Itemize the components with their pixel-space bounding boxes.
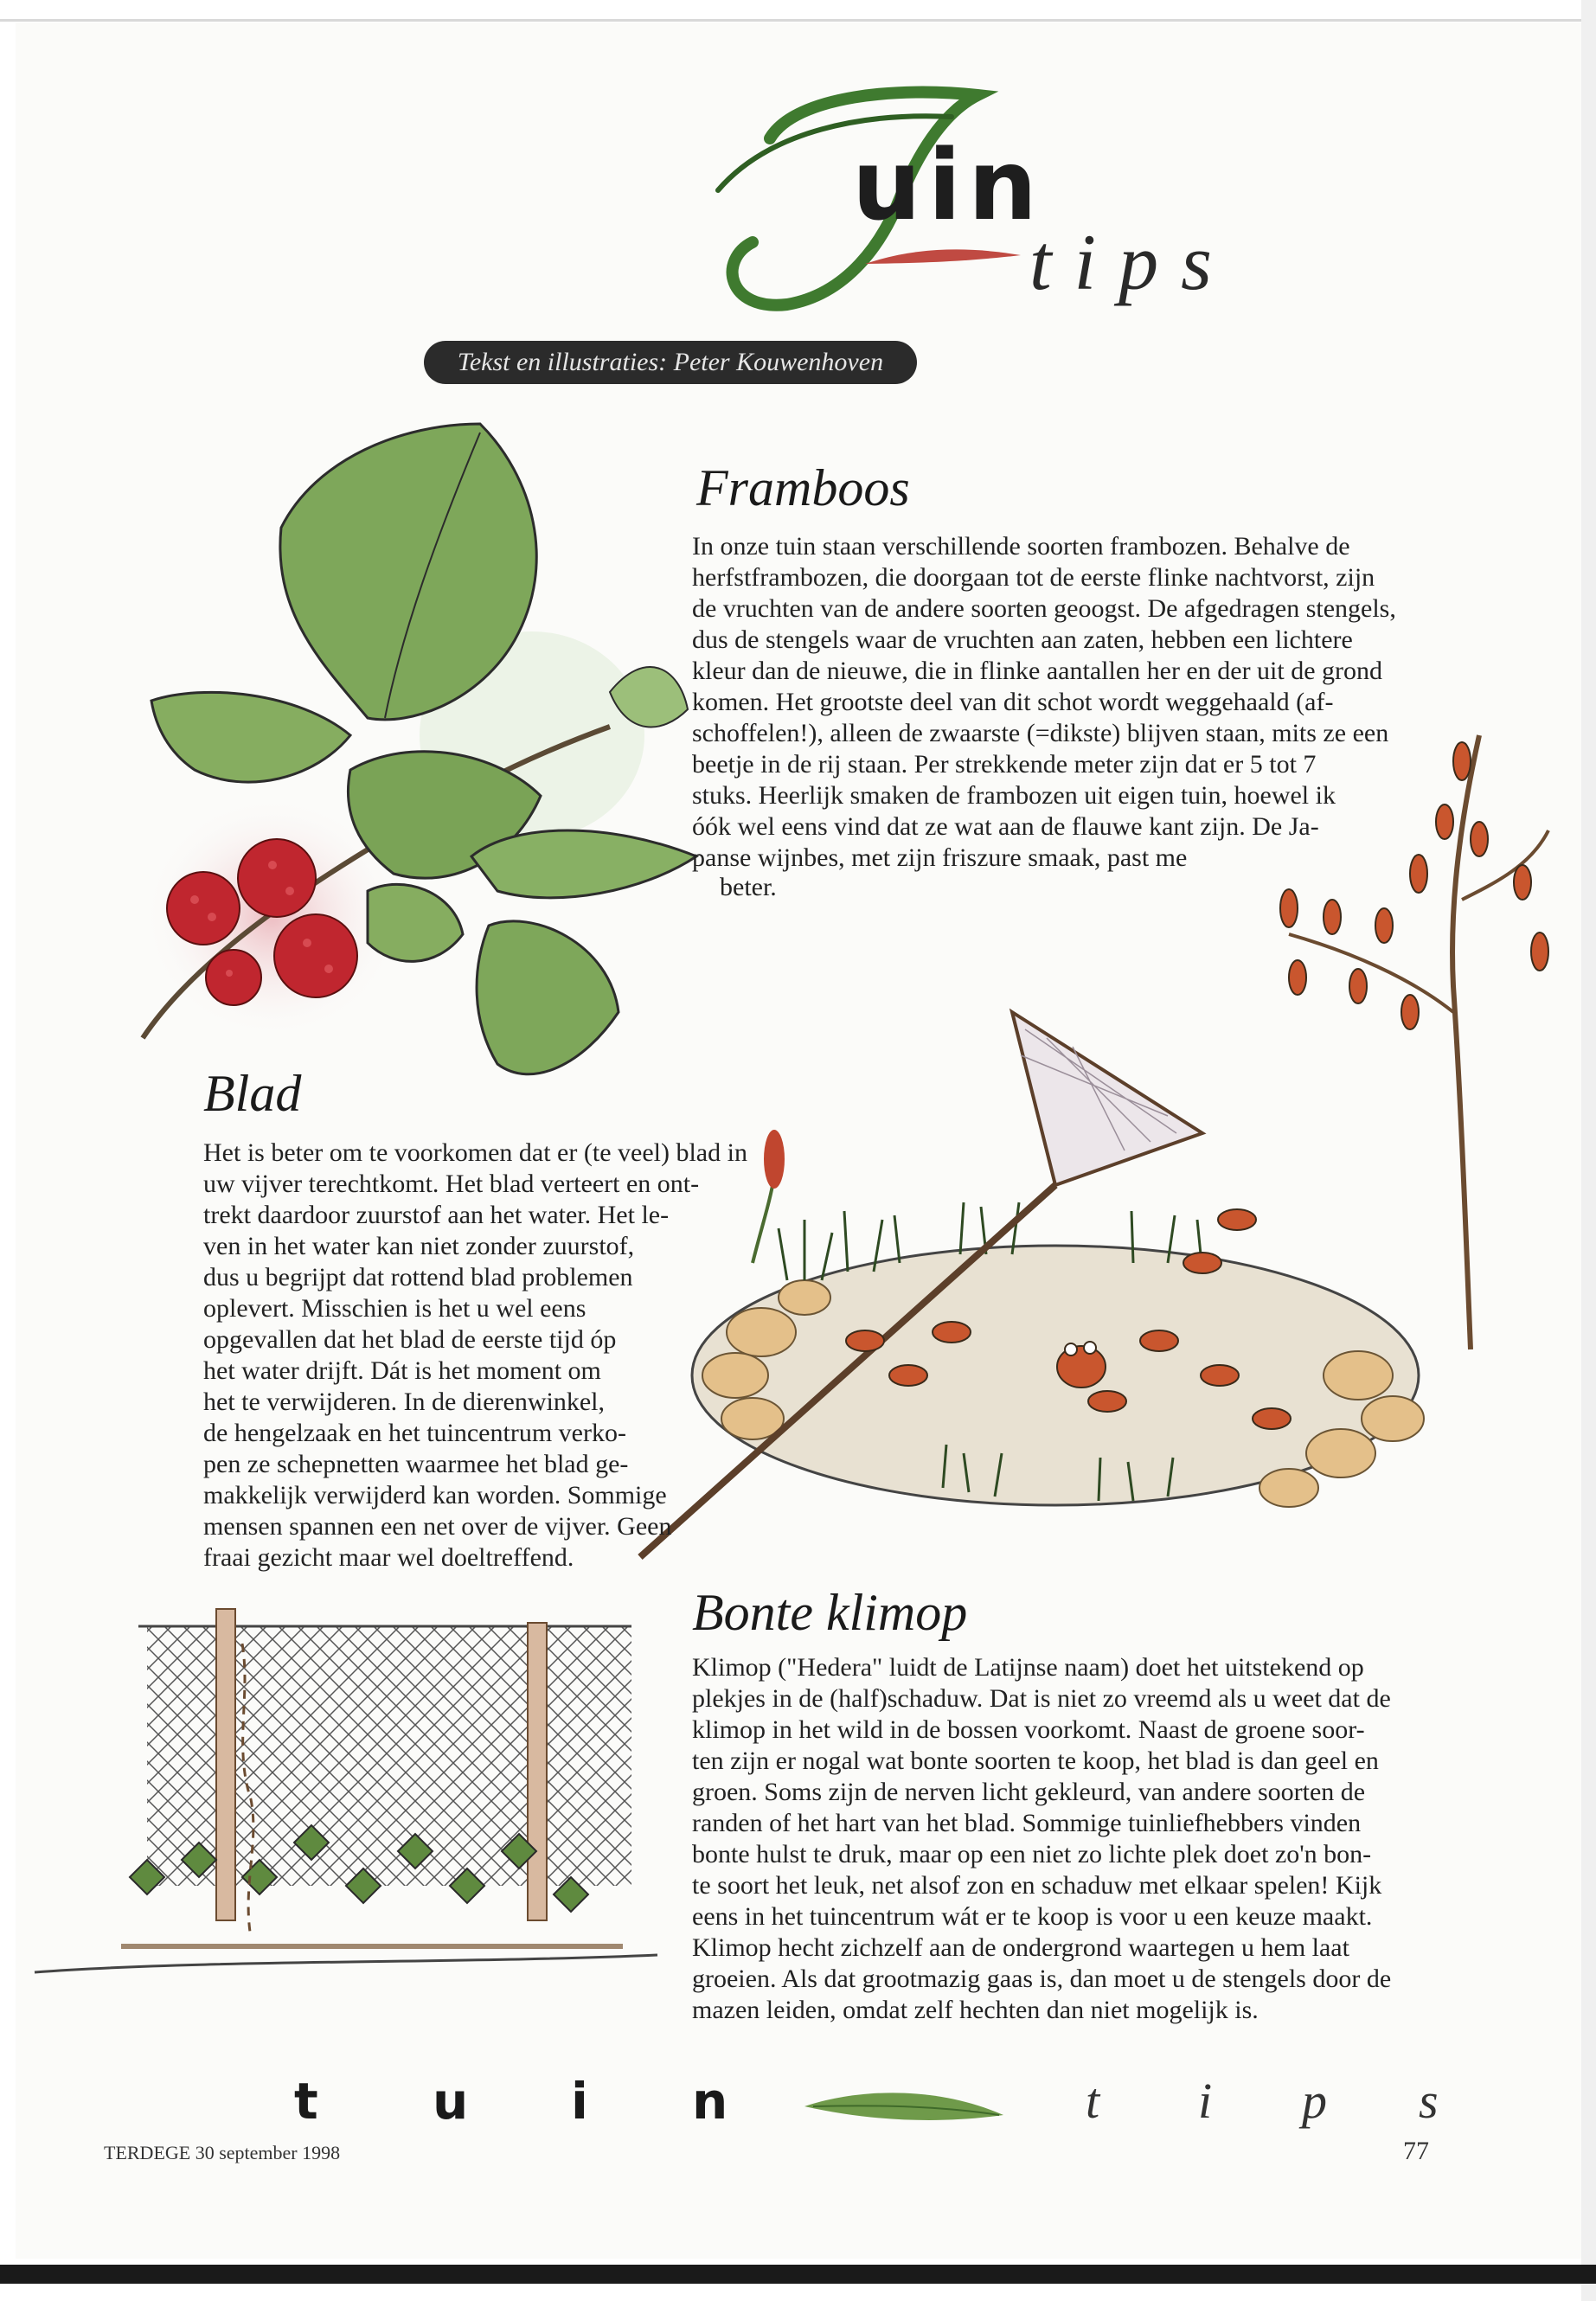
footer-letter-s-italic: s <box>1419 2073 1439 2129</box>
blad-line: oplevert. Misschien is het u wel eens <box>203 1294 586 1323</box>
blad-line: opgevallen dat het blad de eerste tijd óp <box>203 1325 617 1354</box>
klimop-title: Bonte klimop <box>692 1584 968 1641</box>
logo-t-letter: T <box>813 287 818 297</box>
logo-tips: tips <box>1029 218 1234 306</box>
framboos-line: stuks. Heerlijk smaken de frambozen uit eigen tuin, hoewel ik <box>692 781 1336 810</box>
pond-illustration <box>683 1003 1548 1540</box>
blad-line: het te verwijderen. In de dierenwinkel, <box>203 1388 605 1416</box>
blad-line: trekt daardoor zuurstof aan het water. Het le- <box>203 1201 670 1229</box>
klimop-line: groen. Soms zijn de nerven licht gekleurd, van andere soorten de <box>692 1778 1366 1806</box>
klimop-line: bonte hulst te druk, maar op een niet zo lichte plek doet zo'n bon- <box>692 1840 1372 1868</box>
framboos-line: kleur dan de nieuwe, die in flinke aantallen her en der uit de grond <box>692 657 1383 685</box>
blad-line: makkelijk verwijderd kan worden. Sommige <box>203 1481 667 1509</box>
raspberry-illustration <box>125 407 714 1099</box>
footer-letter-t: t <box>294 2072 318 2131</box>
blad-line: fraai gezicht maar wel doeltreffend. <box>203 1543 574 1572</box>
logo-red-stroke <box>865 249 1021 264</box>
blad-line: ven in het water kan niet zonder zuurstof, <box>203 1232 635 1260</box>
blad-line: Het is beter om te voorkomen dat er (te veel) blad in <box>203 1138 747 1167</box>
framboos-line: In onze tuin staan verschillende soorten frambozen. Behalve de <box>692 532 1350 561</box>
klimop-line: eens in het tuincentrum wát er te koop is voor u een keuze maakt. <box>692 1902 1373 1931</box>
blad-line: uw vijver terechtkomt. Het blad verteert en ont- <box>203 1170 700 1198</box>
footer-leaf-icon <box>804 2080 1012 2132</box>
footer-letter-i: i <box>571 2072 588 2131</box>
logo-uin: uin <box>852 130 1044 242</box>
klimop-line: Klimop ("Hedera" luidt de Latijnse naam) doet het uitstekend op <box>692 1653 1364 1682</box>
publication-info: TERDEGE 30 september 1998 <box>104 2142 341 2163</box>
framboos-line: dus de stengels waar de vruchten aan zaten, hebben een lichtere <box>692 625 1353 654</box>
page-number: 77 <box>1403 2137 1429 2165</box>
klimop-line: randen of het hart van het blad. Sommige tuinliefhebbers vinden <box>692 1809 1362 1837</box>
framboos-title: Framboos <box>696 459 910 516</box>
klimop-line: mazen leiden, omdat zelf hechten dan niet mogelijk is. <box>692 1996 1259 2024</box>
footer-letter-u: u <box>433 2072 469 2131</box>
blad-line: pen ze schepnetten waarmee het blad ge- <box>203 1450 629 1478</box>
framboos-line: panse wijnbes, met zijn friszure smaak, past me <box>692 843 1188 872</box>
leaf-right <box>471 830 696 898</box>
byline: Tekst en illustraties: Peter Kouwenhoven <box>424 341 917 384</box>
klimop-line: klimop in het wild in de bossen voorkomt. Naast de groene soor- <box>692 1715 1365 1744</box>
framboos-line: de vruchten van de andere soorten geoogst. De afgedragen stengels, <box>692 594 1396 623</box>
klimop-line: Klimop hecht zichzelf aan de ondergrond waartegen u hem laat <box>692 1933 1349 1962</box>
klimop-line: ten zijn er nogal wat bonte soorten te koop, het blad is dan geel en <box>692 1747 1379 1775</box>
blad-title: Blad <box>203 1065 302 1122</box>
footer-letter-n: n <box>692 2072 728 2131</box>
leaf-left <box>151 692 350 782</box>
blad-line: mensen spannen een net over de vijver. Geen <box>203 1512 672 1541</box>
framboos-line: óók wel eens vind dat ze wat aan de flauwe kant zijn. De Ja- <box>692 812 1319 841</box>
bottom-edge <box>0 2265 1596 2284</box>
framboos-line: beetje in de rij staan. Per strekkende meter zijn dat er 5 tot 7 <box>692 750 1317 779</box>
blad-line: de hengelzaak en het tuincentrum verko- <box>203 1419 626 1447</box>
top-edge <box>0 19 1596 22</box>
right-edge <box>1581 0 1596 2301</box>
klimop-line: te soort het leuk, net alsof zon en schaduw met elkaar spelen! Kijk <box>692 1871 1382 1900</box>
footer-letter-t-italic: t <box>1086 2073 1100 2129</box>
footer-letter-p-italic: p <box>1302 2073 1327 2129</box>
footer-letter-i-italic: i <box>1198 2073 1213 2129</box>
leaf-bottom <box>477 921 619 1074</box>
framboos-line: schoffelen!), alleen de zwaarste (=dikste) blijven staan, mits ze een <box>692 719 1389 747</box>
klimop-line: groeien. Als dat grootmazig gaas is, dan moet u de stengels door de <box>692 1965 1392 1993</box>
framboos-line: beter. <box>720 873 777 901</box>
klimop-line: plekjes in de (half)schaduw. Dat is niet zo vreemd als u weet dat de <box>692 1684 1391 1713</box>
blad-line: dus u begrijpt dat rottend blad problemen <box>203 1263 633 1292</box>
blad-line: het water drijft. Dát is het moment om <box>203 1356 601 1385</box>
framboos-line: herfstframbozen, die doorgaan tot de eerste flinke nachtvorst, zijn <box>692 563 1375 592</box>
framboos-line: komen. Het grootste deel van dit schot wordt weggehaald (af- <box>692 688 1334 716</box>
leaf-lower-left <box>368 884 463 961</box>
fence-ivy-illustration <box>35 1592 657 1972</box>
